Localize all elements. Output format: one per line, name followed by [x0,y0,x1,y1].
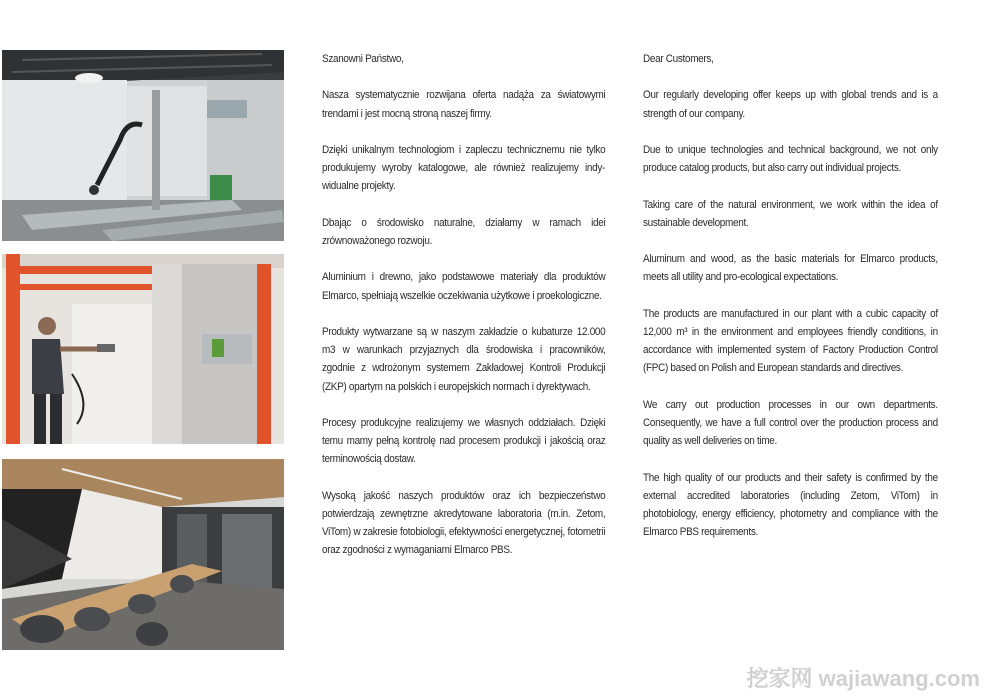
english-text-column [643,50,938,560]
polish-paragraph: Dzięki unikalnym technologiom i zapleczu technicznemu nie tylko produkujemy wyroby katalogowe, ale również realizujemy indywidualne projekty. [322,143,606,193]
english-paragraph: Aluminum and wood, as the basic materials for Elmarco products, meets all utility and pro-ecological expectations. [643,253,938,284]
polish-paragraph: Produkty wytwarzane są w naszym zakładzie o kubaturze 12.000 m3 w warunkach przyjaznych dla środowiska i pracowników, zgodnie z wdrożonym systemem Zakładowej Kontroli Produkcji (ZKP) opartym na polskich i europejskich normach i dyrektywach. [322,325,606,393]
polish-text-column [322,50,605,578]
english-greeting: Dear Customers, [643,53,714,65]
english-paragraph: The products are manufactured in our plant with a cubic capacity of 12,000 m³ in the environment and employees friendly conditions, in accordance with implemented system of Factory Production Control (FPC) based on Polish and European standards and directives. [643,307,938,375]
factory-hall-photo [2,50,284,241]
english-paragraph: We carry out production processes in our own departments. Consequently, we have a full control over the production process and quality as well deliveries on time. [643,398,938,448]
polish-paragraph: Aluminium i drewno, jako podstawowe materiały dla produktów Elmarco, spełniają wszelkie oczekiwania użytkowe i proekologiczne. [322,271,606,302]
english-paragraph: Our regularly developing offer keeps up with global trends and is a strength of our company. [643,89,938,120]
polish-greeting: Szanowni Państwo, [322,53,404,65]
english-paragraph: The high quality of our products and their safety is confirmed by the external accredited laboratories (including Zetom, ViTom) in photobiology, energy efficiency, photometry and compliance with the Elmarco PBS requirements. [643,471,938,539]
polish-paragraph: Nasza systematycznie rozwijana oferta nadąża za światowymi trendami i jest mocną stroną naszej firmy. [322,89,606,120]
polish-paragraph: Dbając o środowisko naturalne, działamy w ramach idei zrównoważonego rozwoju. [322,216,606,247]
paint-shop-photo [2,254,284,444]
english-paragraph: Taking care of the natural environment, we work within the idea of sustainable development. [643,198,938,229]
conference-room-photo [2,459,284,650]
polish-paragraph: Procesy produkcyjne realizujemy we własnych oddziałach. Dzięki temu mamy pełną kontrolę nad procesem produkcji i jakością oraz terminowością dostaw. [322,416,606,466]
watermark: 挖家网 wajiawang.com [746,666,980,691]
english-paragraph: Due to unique technologies and technical background, we not only produce catalog products, but also carry out individual projects. [643,143,938,175]
polish-paragraph: Wysoką jakość naszych produktów oraz ich bezpieczeństwo potwierdzają zewnętrzne akredytowane laboratoria (m.in. Zetom, ViTom) w zakresie fotobiologii, efektywności energetycznej, fotometrii oraz zgodności z wymaganiami Elmarco PBS. [322,489,606,557]
